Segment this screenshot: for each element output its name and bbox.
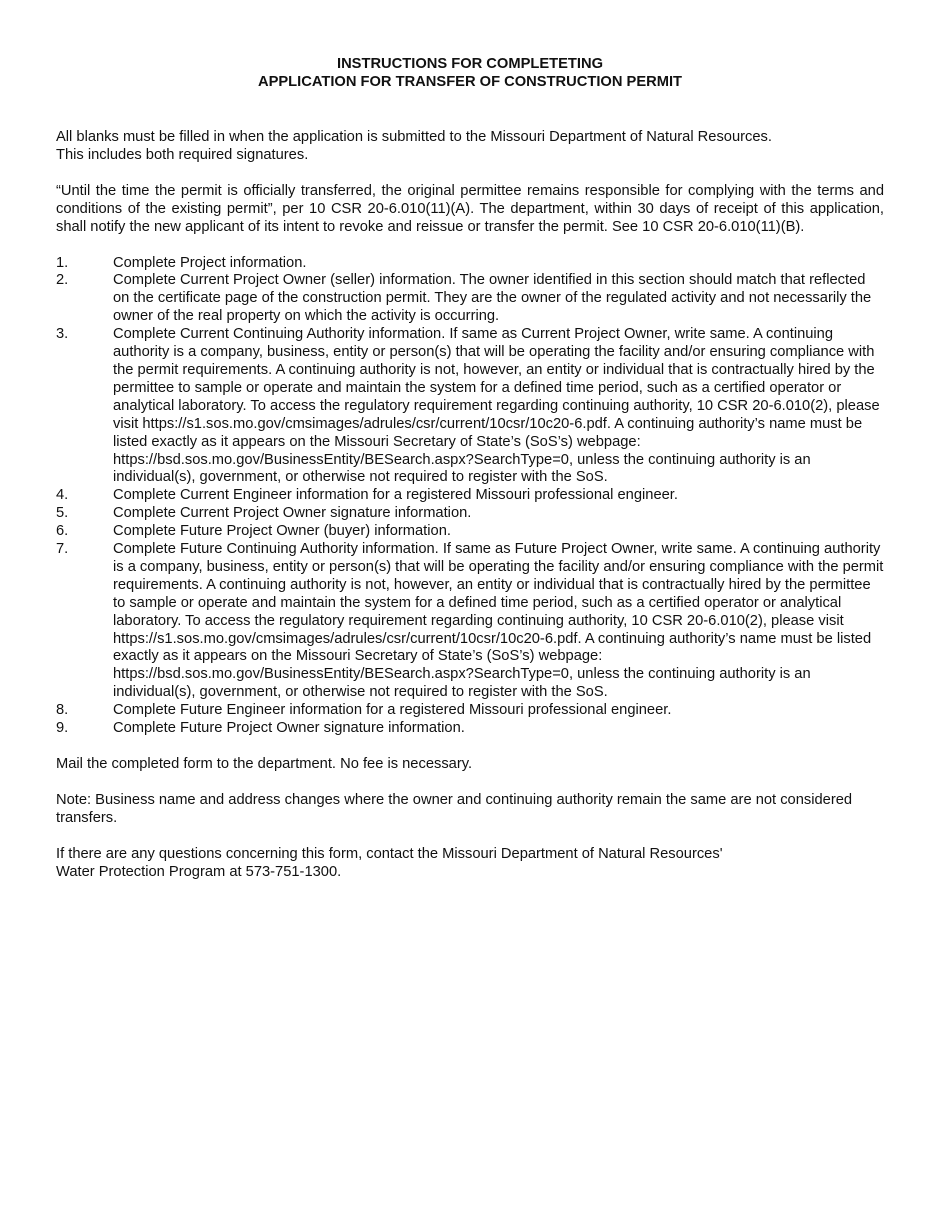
instruction-step (56, 720, 884, 738)
instruction-step (56, 487, 884, 505)
transfer-responsibility-paragraph: “Until the time the permit is officially transferred, the original permittee remains responsible for complying with the terms and conditions of the existing permit”, per 10 CSR 20-6.010(11)(A). The department, within 30 days of receipt of this application, shall notify the new applicant of its intent to revoke and reissue or transfer the permit. See 10 CSR 20-6.010(11)(B). (56, 182, 884, 235)
instruction-step (56, 523, 884, 541)
intro-paragraph (56, 129, 884, 165)
intro-line-2: This includes both required signatures. (56, 146, 309, 163)
step-number: 2. (56, 272, 69, 289)
step-text: Complete Future Project Owner (buyer) information. (113, 523, 451, 540)
intro-line-1: All blanks must be filled in when the application is submitted to the Missouri Department of Natural Resources. (56, 129, 772, 145)
contact-line-1: If there are any questions concerning this form, contact the Missouri Department of Natural Resources' (56, 845, 723, 862)
step-text: Complete Future Project Owner signature information. (113, 720, 465, 737)
mail-instructions: Mail the completed form to the department. No fee is necessary. (56, 756, 473, 772)
instruction-step (56, 505, 884, 523)
contact-information (56, 846, 884, 882)
page-title (56, 55, 884, 91)
step-text: Complete Current Project Owner signature information. (113, 505, 472, 522)
step-number: 9. (56, 720, 69, 737)
instruction-steps-list (56, 255, 884, 738)
step-number: 5. (56, 505, 69, 522)
step-text: Complete Future Continuing Authority information. If same as Future Project Owner, write same. A continuing authority is a company, business, entity or person(s) that will be operating the facility and/or ensuring compliance with the permit requirements. A continuing authority is not, however, an entity or individual that is contractually hired by the permittee to sample or operate and maintain the system for a defined time period, such as a certified operator or analytical laboratory. To access the regulatory requirement regarding continuing authority, 10 CSR 20-6.010(2), please visit https://s1.sos.mo.gov/cmsimages/adrules/csr/current/10csr/10c20-6.pdf. A continuing authority’s name must be listed exactly as it appears on the Missouri Secretary of State’s (SoS’s) webpage: https://bsd.sos.mo.gov/BusinessEntity/BESearch.aspx?SearchType=0, unless the continuing authority is an individual(s), government, or otherwise not required to register with the SoS. (113, 541, 884, 701)
contact-line-2: Water Protection Program at 573-751-1300. (56, 863, 342, 880)
step-text: Complete Current Project Owner (seller) information. The owner identified in this section should match that reflected on the certificate page of the construction permit. They are the owner of the regulated activity and not necessarily the owner of the real property on which the activity is occurring. (113, 272, 872, 325)
step-number: 1. (56, 254, 69, 271)
title-line-1: INSTRUCTIONS FOR COMPLETETING (336, 56, 603, 72)
instruction-step (56, 272, 884, 326)
step-number: 6. (56, 523, 69, 540)
step-number: 3. (56, 326, 69, 343)
step-text: Complete Current Continuing Authority information. If same as Current Project Owner, write same. A continuing authority is a company, business, entity or person(s) that will be operating the facility and/or ensuring compliance with the permit requirements. A continuing authority is not, however, an entity or individual that is contractually hired by the permittee to sample or operate and maintain the system for a defined time period, such as a certified operator or analytical laboratory. To access the regulatory requirement regarding continuing authority, 10 CSR 20-6.010(2), please visit https://s1.sos.mo.gov/cmsimages/adrules/csr/current/10csr/10c20-6.pdf. A continuing authority’s name must be listed exactly as it appears on the Missouri Secretary of State’s (SoS’s) webpage: https://bsd.sos.mo.gov/BusinessEntity/BESearch.aspx?SearchType=0, unless the continuing authority is an individual(s), government, or otherwise not required to register with the SoS. (113, 326, 880, 486)
instructions-page (56, 55, 884, 882)
instruction-step (56, 541, 884, 702)
business-change-note: Note: Business name and address changes where the owner and continuing authority remain the same are not considered transfers. (56, 791, 853, 826)
instruction-step (56, 326, 884, 487)
step-number: 4. (56, 487, 69, 504)
step-number: 7. (56, 541, 69, 558)
step-text: Complete Future Engineer information for a registered Missouri professional engineer. (113, 702, 672, 719)
step-text: Complete Project information. (113, 254, 307, 271)
step-text: Complete Current Engineer information for a registered Missouri professional engineer. (113, 487, 678, 504)
instruction-step (56, 255, 884, 273)
instruction-step (56, 702, 884, 720)
title-line-2: APPLICATION FOR TRANSFER OF CONSTRUCTION PERMIT (257, 74, 683, 90)
step-number: 8. (56, 702, 69, 719)
